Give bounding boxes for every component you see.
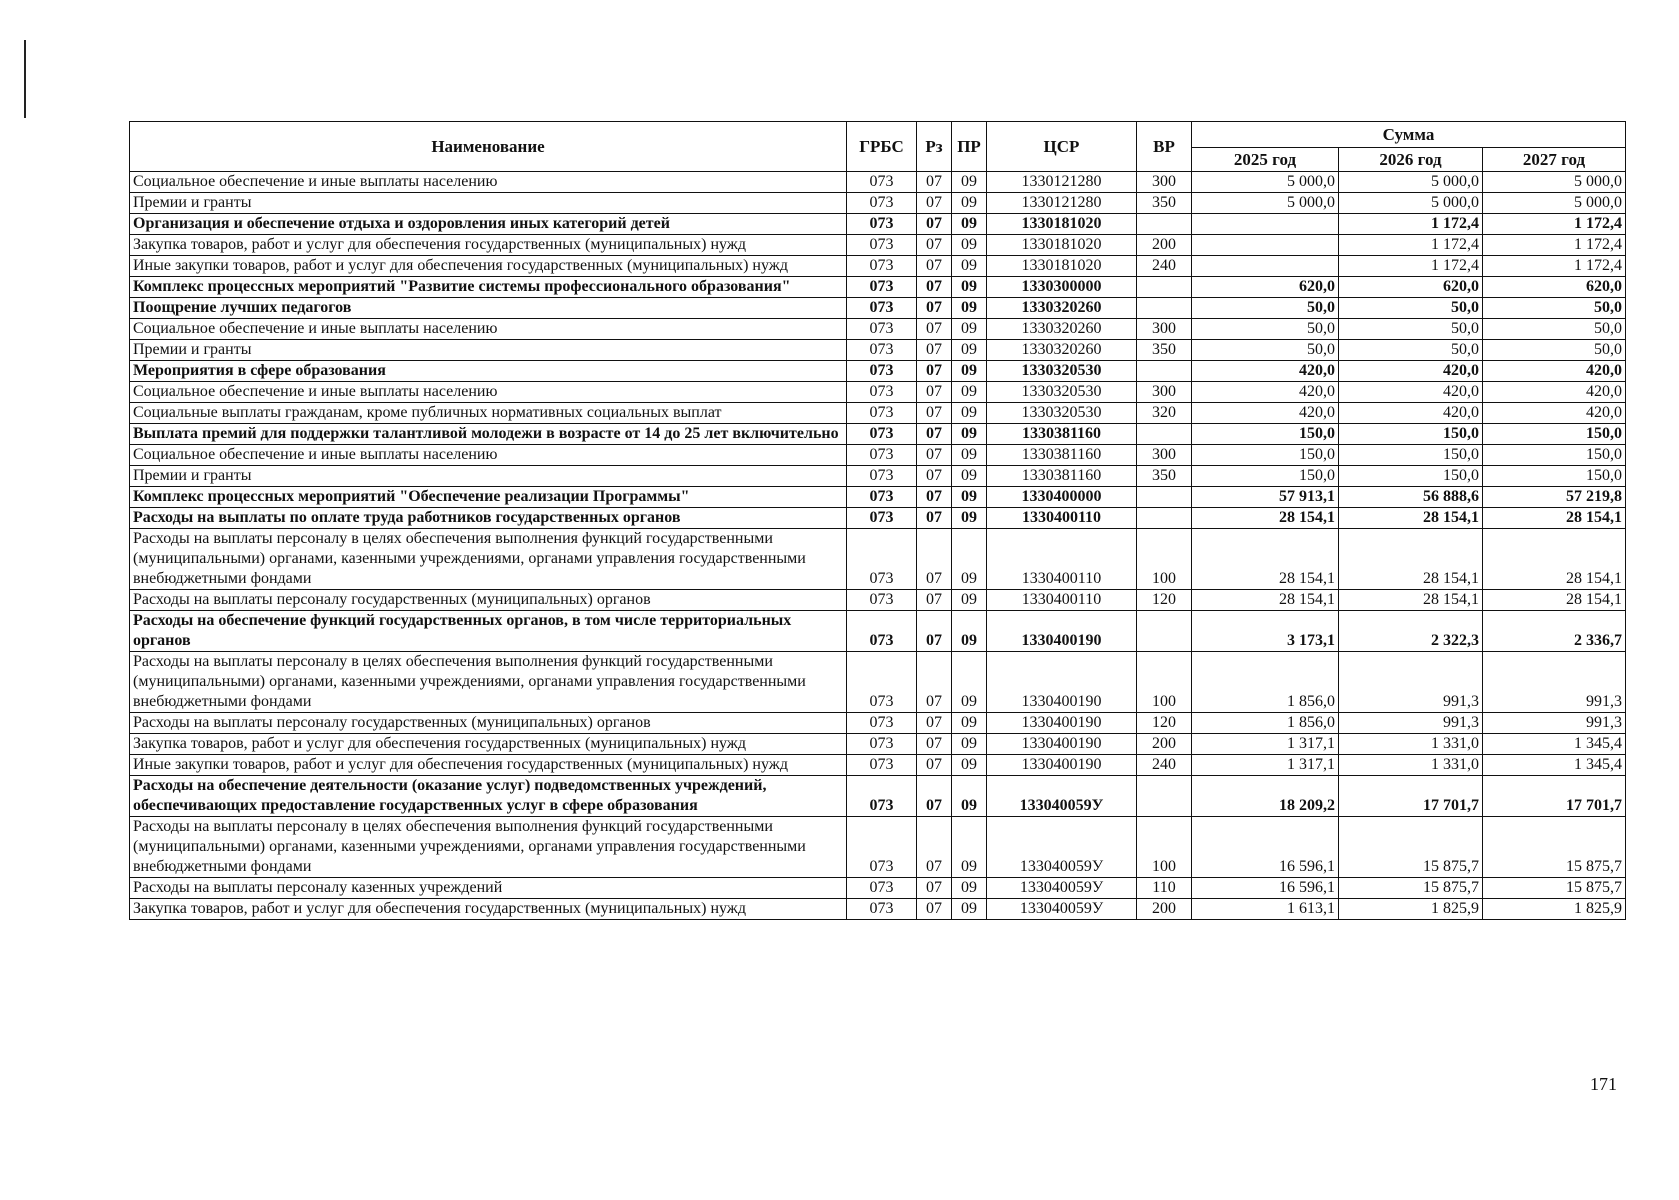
cell-2026: 150,0 (1339, 445, 1483, 466)
cell-csr: 1330400110 (987, 529, 1137, 590)
cell-csr: 1330400110 (987, 590, 1137, 611)
cell-grbs: 073 (847, 899, 917, 920)
cell-name: Социальное обеспечение и иные выплаты населению (130, 319, 847, 340)
cell-name: Мероприятия в сфере образования (130, 361, 847, 382)
cell-2026: 28 154,1 (1339, 590, 1483, 611)
cell-2025: 1 317,1 (1192, 755, 1339, 776)
cell-2026: 2 322,3 (1339, 611, 1483, 652)
cell-csr: 133040059У (987, 878, 1137, 899)
cell-2026: 1 172,4 (1339, 235, 1483, 256)
table-row (130, 403, 1626, 424)
cell-2027: 28 154,1 (1483, 529, 1626, 590)
cell-rz: 07 (917, 508, 952, 529)
cell-rz: 07 (917, 713, 952, 734)
cell-2027: 15 875,7 (1483, 817, 1626, 878)
cell-2027: 5 000,0 (1483, 172, 1626, 193)
cell-grbs: 073 (847, 277, 917, 298)
cell-csr: 1330320260 (987, 298, 1137, 319)
cell-rz: 07 (917, 445, 952, 466)
cell-pr: 09 (952, 755, 987, 776)
cell-pr: 09 (952, 256, 987, 277)
cell-vr: 100 (1137, 652, 1192, 713)
cell-2025: 50,0 (1192, 319, 1339, 340)
cell-2025: 150,0 (1192, 445, 1339, 466)
cell-2027: 420,0 (1483, 361, 1626, 382)
cell-pr: 09 (952, 611, 987, 652)
table-row (130, 277, 1626, 298)
table-row (130, 340, 1626, 361)
cell-2027: 1 345,4 (1483, 734, 1626, 755)
cell-2026: 50,0 (1339, 319, 1483, 340)
cell-vr (1137, 776, 1192, 817)
cell-2025 (1192, 214, 1339, 235)
cell-vr: 200 (1137, 235, 1192, 256)
table-row (130, 590, 1626, 611)
cell-grbs: 073 (847, 734, 917, 755)
margin-mark (24, 40, 26, 118)
cell-grbs: 073 (847, 256, 917, 277)
cell-grbs: 073 (847, 340, 917, 361)
cell-vr: 240 (1137, 256, 1192, 277)
cell-2025: 150,0 (1192, 424, 1339, 445)
cell-2026: 991,3 (1339, 713, 1483, 734)
table-row (130, 193, 1626, 214)
table-row (130, 172, 1626, 193)
cell-2027: 1 172,4 (1483, 235, 1626, 256)
cell-name: Комплекс процессных мероприятий "Обеспечение реализации Программы" (130, 487, 847, 508)
cell-vr: 300 (1137, 172, 1192, 193)
cell-csr: 1330400190 (987, 734, 1137, 755)
cell-rz: 07 (917, 256, 952, 277)
table-row (130, 611, 1626, 652)
cell-2026: 50,0 (1339, 340, 1483, 361)
cell-pr: 09 (952, 466, 987, 487)
cell-vr: 100 (1137, 529, 1192, 590)
cell-rz: 07 (917, 755, 952, 776)
table-body (130, 172, 1626, 920)
cell-pr: 09 (952, 193, 987, 214)
cell-grbs: 073 (847, 466, 917, 487)
cell-grbs: 073 (847, 878, 917, 899)
cell-pr: 09 (952, 776, 987, 817)
cell-2025: 420,0 (1192, 382, 1339, 403)
cell-name: Расходы на обеспечение деятельности (оказание услуг) подведомственных учреждений, обеспечивающих предоставление государственных услуг в сфере образования (130, 776, 847, 817)
cell-pr: 09 (952, 529, 987, 590)
cell-pr: 09 (952, 487, 987, 508)
cell-vr (1137, 214, 1192, 235)
header-year-2027: 2027 год (1483, 148, 1626, 172)
cell-csr: 1330121280 (987, 172, 1137, 193)
cell-2026: 1 331,0 (1339, 755, 1483, 776)
cell-name: Социальное обеспечение и иные выплаты населению (130, 445, 847, 466)
cell-2027: 620,0 (1483, 277, 1626, 298)
cell-rz: 07 (917, 403, 952, 424)
cell-rz: 07 (917, 424, 952, 445)
cell-csr: 133040059У (987, 817, 1137, 878)
cell-pr: 09 (952, 734, 987, 755)
cell-csr: 1330181020 (987, 214, 1137, 235)
cell-name: Премии и гранты (130, 466, 847, 487)
cell-name: Социальные выплаты гражданам, кроме публичных нормативных социальных выплат (130, 403, 847, 424)
cell-2025: 16 596,1 (1192, 817, 1339, 878)
cell-rz: 07 (917, 214, 952, 235)
cell-name: Расходы на выплаты персоналу в целях обеспечения выполнения функций государственными (муниципальными) органами, казенными учреждениями, органами управления государственными внебюджетными фондами (130, 652, 847, 713)
cell-vr: 120 (1137, 590, 1192, 611)
cell-rz: 07 (917, 529, 952, 590)
cell-rz: 07 (917, 590, 952, 611)
cell-pr: 09 (952, 172, 987, 193)
cell-pr: 09 (952, 508, 987, 529)
cell-rz: 07 (917, 776, 952, 817)
cell-2027: 420,0 (1483, 403, 1626, 424)
cell-pr: 09 (952, 340, 987, 361)
cell-vr: 200 (1137, 899, 1192, 920)
cell-2026: 15 875,7 (1339, 817, 1483, 878)
cell-2026: 28 154,1 (1339, 529, 1483, 590)
cell-grbs: 073 (847, 652, 917, 713)
cell-vr: 200 (1137, 734, 1192, 755)
table-row (130, 878, 1626, 899)
cell-vr: 100 (1137, 817, 1192, 878)
cell-pr: 09 (952, 817, 987, 878)
cell-grbs: 073 (847, 172, 917, 193)
cell-rz: 07 (917, 277, 952, 298)
table-row (130, 652, 1626, 713)
cell-grbs: 073 (847, 235, 917, 256)
cell-2026: 5 000,0 (1339, 172, 1483, 193)
cell-rz: 07 (917, 466, 952, 487)
cell-2027: 1 825,9 (1483, 899, 1626, 920)
cell-2025: 28 154,1 (1192, 590, 1339, 611)
cell-grbs: 073 (847, 508, 917, 529)
table-row (130, 382, 1626, 403)
cell-2025: 28 154,1 (1192, 529, 1339, 590)
cell-rz: 07 (917, 878, 952, 899)
cell-2025: 420,0 (1192, 361, 1339, 382)
cell-2026: 5 000,0 (1339, 193, 1483, 214)
cell-2026: 1 825,9 (1339, 899, 1483, 920)
cell-2026: 150,0 (1339, 424, 1483, 445)
cell-2025: 5 000,0 (1192, 172, 1339, 193)
cell-csr: 1330181020 (987, 256, 1137, 277)
cell-2026: 56 888,6 (1339, 487, 1483, 508)
cell-csr: 1330400190 (987, 652, 1137, 713)
cell-2025: 1 317,1 (1192, 734, 1339, 755)
cell-2027: 28 154,1 (1483, 590, 1626, 611)
cell-rz: 07 (917, 193, 952, 214)
cell-rz: 07 (917, 817, 952, 878)
cell-2026: 420,0 (1339, 382, 1483, 403)
cell-rz: 07 (917, 298, 952, 319)
table-row (130, 466, 1626, 487)
cell-pr: 09 (952, 382, 987, 403)
cell-pr: 09 (952, 424, 987, 445)
cell-grbs: 073 (847, 590, 917, 611)
cell-2026: 50,0 (1339, 298, 1483, 319)
cell-pr: 09 (952, 878, 987, 899)
cell-2025 (1192, 235, 1339, 256)
cell-2025: 18 209,2 (1192, 776, 1339, 817)
cell-2025: 420,0 (1192, 403, 1339, 424)
cell-vr: 120 (1137, 713, 1192, 734)
cell-rz: 07 (917, 734, 952, 755)
cell-grbs: 073 (847, 445, 917, 466)
cell-rz: 07 (917, 382, 952, 403)
cell-vr: 240 (1137, 755, 1192, 776)
cell-2027: 991,3 (1483, 713, 1626, 734)
cell-2026: 1 172,4 (1339, 214, 1483, 235)
header-name: Наименование (130, 122, 847, 172)
cell-name: Расходы на выплаты персоналу казенных учреждений (130, 878, 847, 899)
cell-vr (1137, 508, 1192, 529)
cell-2025: 1 856,0 (1192, 713, 1339, 734)
budget-table (129, 121, 1626, 920)
table-row (130, 817, 1626, 878)
cell-name: Расходы на выплаты по оплате труда работников государственных органов (130, 508, 847, 529)
cell-name: Расходы на выплаты персоналу государственных (муниципальных) органов (130, 713, 847, 734)
cell-2025: 50,0 (1192, 298, 1339, 319)
cell-vr (1137, 611, 1192, 652)
cell-vr: 350 (1137, 193, 1192, 214)
cell-2027: 17 701,7 (1483, 776, 1626, 817)
cell-vr: 300 (1137, 445, 1192, 466)
table-row (130, 319, 1626, 340)
cell-vr (1137, 277, 1192, 298)
header-pr: ПР (952, 122, 987, 172)
header-sum: Сумма (1192, 122, 1626, 148)
cell-name: Иные закупки товаров, работ и услуг для обеспечения государственных (муниципальных) нужд (130, 755, 847, 776)
cell-csr: 1330121280 (987, 193, 1137, 214)
cell-2026: 15 875,7 (1339, 878, 1483, 899)
cell-name: Комплекс процессных мероприятий "Развитие системы профессионального образования" (130, 277, 847, 298)
cell-2025: 28 154,1 (1192, 508, 1339, 529)
cell-rz: 07 (917, 172, 952, 193)
cell-2025: 50,0 (1192, 340, 1339, 361)
cell-name: Расходы на выплаты персоналу государственных (муниципальных) органов (130, 590, 847, 611)
table-row (130, 214, 1626, 235)
header-vr: ВР (1137, 122, 1192, 172)
cell-2025: 16 596,1 (1192, 878, 1339, 899)
cell-2026: 17 701,7 (1339, 776, 1483, 817)
cell-name: Социальное обеспечение и иные выплаты населению (130, 172, 847, 193)
cell-2027: 2 336,7 (1483, 611, 1626, 652)
cell-2027: 50,0 (1483, 298, 1626, 319)
cell-grbs: 073 (847, 298, 917, 319)
cell-csr: 1330400190 (987, 611, 1137, 652)
cell-2026: 1 172,4 (1339, 256, 1483, 277)
cell-name: Расходы на обеспечение функций государственных органов, в том числе территориальных органов (130, 611, 847, 652)
cell-2027: 150,0 (1483, 424, 1626, 445)
cell-csr: 1330400190 (987, 755, 1137, 776)
cell-2027: 5 000,0 (1483, 193, 1626, 214)
cell-2026: 420,0 (1339, 361, 1483, 382)
cell-grbs: 073 (847, 776, 917, 817)
cell-grbs: 073 (847, 424, 917, 445)
cell-2025: 1 613,1 (1192, 899, 1339, 920)
cell-vr: 320 (1137, 403, 1192, 424)
cell-rz: 07 (917, 487, 952, 508)
header-grbs: ГРБС (847, 122, 917, 172)
cell-pr: 09 (952, 361, 987, 382)
cell-2027: 991,3 (1483, 652, 1626, 713)
cell-name: Закупка товаров, работ и услуг для обеспечения государственных (муниципальных) нужд (130, 235, 847, 256)
cell-csr: 1330381160 (987, 466, 1137, 487)
table-row (130, 424, 1626, 445)
cell-2027: 57 219,8 (1483, 487, 1626, 508)
cell-pr: 09 (952, 214, 987, 235)
cell-name: Расходы на выплаты персоналу в целях обеспечения выполнения функций государственными (муниципальными) органами, казенными учреждениями, органами управления государственными внебюджетными фондами (130, 529, 847, 590)
cell-2027: 15 875,7 (1483, 878, 1626, 899)
cell-vr: 300 (1137, 319, 1192, 340)
cell-vr (1137, 361, 1192, 382)
cell-grbs: 073 (847, 319, 917, 340)
cell-csr: 1330400000 (987, 487, 1137, 508)
cell-rz: 07 (917, 319, 952, 340)
cell-2027: 150,0 (1483, 466, 1626, 487)
cell-csr: 133040059У (987, 899, 1137, 920)
cell-csr: 1330320530 (987, 403, 1137, 424)
table-row (130, 235, 1626, 256)
cell-2026: 991,3 (1339, 652, 1483, 713)
cell-csr: 1330320530 (987, 382, 1137, 403)
header-csr: ЦСР (987, 122, 1137, 172)
header-year-2025: 2025 год (1192, 148, 1339, 172)
cell-name: Выплата премий для поддержки талантливой молодежи в возрасте от 14 до 25 лет включительно (130, 424, 847, 445)
cell-name: Расходы на выплаты персоналу в целях обеспечения выполнения функций государственными (муниципальными) органами, казенными учреждениями, органами управления государственными внебюджетными фондами (130, 817, 847, 878)
cell-name: Поощрение лучших педагогов (130, 298, 847, 319)
cell-name: Социальное обеспечение и иные выплаты населению (130, 382, 847, 403)
cell-name: Организация и обеспечение отдыха и оздоровления иных категорий детей (130, 214, 847, 235)
cell-2026: 150,0 (1339, 466, 1483, 487)
cell-csr: 133040059У (987, 776, 1137, 817)
cell-vr: 110 (1137, 878, 1192, 899)
cell-pr: 09 (952, 319, 987, 340)
cell-rz: 07 (917, 611, 952, 652)
cell-grbs: 073 (847, 755, 917, 776)
cell-pr: 09 (952, 713, 987, 734)
cell-grbs: 073 (847, 403, 917, 424)
cell-csr: 1330181020 (987, 235, 1137, 256)
cell-name: Закупка товаров, работ и услуг для обеспечения государственных (муниципальных) нужд (130, 899, 847, 920)
cell-rz: 07 (917, 899, 952, 920)
cell-rz: 07 (917, 652, 952, 713)
cell-vr (1137, 424, 1192, 445)
table-row (130, 298, 1626, 319)
table-row (130, 776, 1626, 817)
cell-csr: 1330381160 (987, 445, 1137, 466)
cell-csr: 1330320260 (987, 340, 1137, 361)
table-row (130, 445, 1626, 466)
cell-name: Закупка товаров, работ и услуг для обеспечения государственных (муниципальных) нужд (130, 734, 847, 755)
cell-rz: 07 (917, 340, 952, 361)
cell-vr (1137, 298, 1192, 319)
page-number: 171 (1590, 1074, 1617, 1094)
table-row (130, 487, 1626, 508)
cell-vr: 350 (1137, 466, 1192, 487)
cell-2026: 28 154,1 (1339, 508, 1483, 529)
cell-2025: 150,0 (1192, 466, 1339, 487)
cell-2025: 5 000,0 (1192, 193, 1339, 214)
cell-2027: 1 345,4 (1483, 755, 1626, 776)
cell-2025: 57 913,1 (1192, 487, 1339, 508)
cell-name: Премии и гранты (130, 193, 847, 214)
cell-vr: 350 (1137, 340, 1192, 361)
cell-vr: 300 (1137, 382, 1192, 403)
table-row (130, 713, 1626, 734)
cell-2026: 420,0 (1339, 403, 1483, 424)
cell-pr: 09 (952, 445, 987, 466)
cell-csr: 1330381160 (987, 424, 1137, 445)
cell-name: Иные закупки товаров, работ и услуг для обеспечения государственных (муниципальных) нужд (130, 256, 847, 277)
cell-2027: 420,0 (1483, 382, 1626, 403)
cell-2027: 150,0 (1483, 445, 1626, 466)
cell-rz: 07 (917, 235, 952, 256)
cell-grbs: 073 (847, 487, 917, 508)
cell-grbs: 073 (847, 382, 917, 403)
cell-pr: 09 (952, 899, 987, 920)
cell-2026: 620,0 (1339, 277, 1483, 298)
cell-csr: 1330320260 (987, 319, 1137, 340)
cell-2027: 50,0 (1483, 340, 1626, 361)
cell-csr: 1330400110 (987, 508, 1137, 529)
table-row (130, 755, 1626, 776)
cell-pr: 09 (952, 652, 987, 713)
cell-vr (1137, 487, 1192, 508)
cell-2027: 28 154,1 (1483, 508, 1626, 529)
cell-2027: 50,0 (1483, 319, 1626, 340)
cell-grbs: 073 (847, 214, 917, 235)
cell-2025: 1 856,0 (1192, 652, 1339, 713)
table-row (130, 734, 1626, 755)
header-rz: Рз (917, 122, 952, 172)
table-row (130, 361, 1626, 382)
cell-pr: 09 (952, 590, 987, 611)
table-row (130, 256, 1626, 277)
cell-grbs: 073 (847, 713, 917, 734)
cell-grbs: 073 (847, 611, 917, 652)
cell-csr: 1330320530 (987, 361, 1137, 382)
cell-2027: 1 172,4 (1483, 256, 1626, 277)
header-year-2026: 2026 год (1339, 148, 1483, 172)
cell-pr: 09 (952, 235, 987, 256)
cell-2026: 1 331,0 (1339, 734, 1483, 755)
table-row (130, 899, 1626, 920)
cell-rz: 07 (917, 361, 952, 382)
cell-pr: 09 (952, 277, 987, 298)
cell-grbs: 073 (847, 817, 917, 878)
cell-csr: 1330300000 (987, 277, 1137, 298)
cell-pr: 09 (952, 298, 987, 319)
cell-name: Премии и гранты (130, 340, 847, 361)
table-row (130, 529, 1626, 590)
cell-2027: 1 172,4 (1483, 214, 1626, 235)
cell-grbs: 073 (847, 529, 917, 590)
cell-grbs: 073 (847, 193, 917, 214)
table-row (130, 508, 1626, 529)
cell-2025 (1192, 256, 1339, 277)
cell-pr: 09 (952, 403, 987, 424)
cell-grbs: 073 (847, 361, 917, 382)
cell-2025: 3 173,1 (1192, 611, 1339, 652)
cell-csr: 1330400190 (987, 713, 1137, 734)
cell-2025: 620,0 (1192, 277, 1339, 298)
